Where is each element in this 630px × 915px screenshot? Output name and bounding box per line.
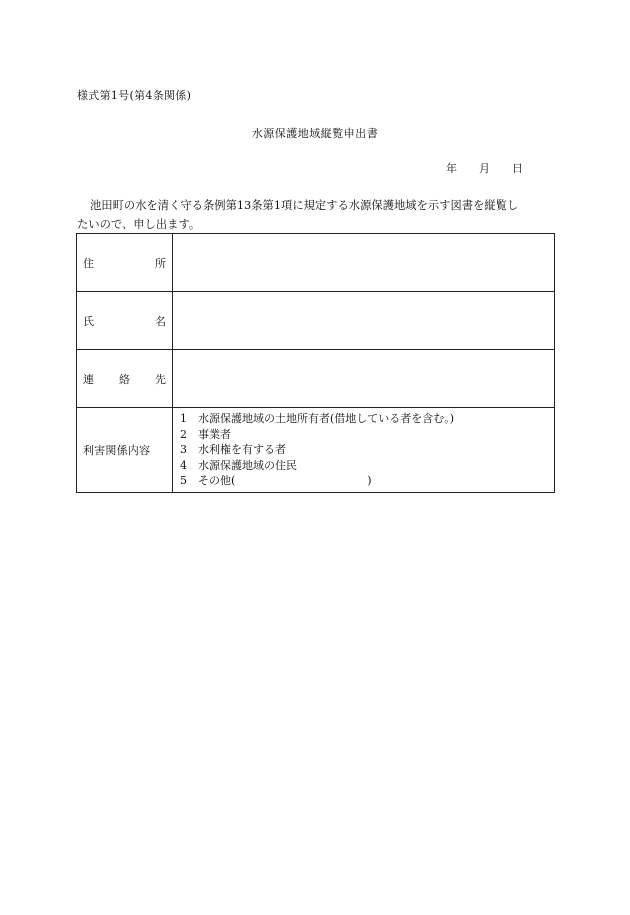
contact-label-char-3: 先 (155, 372, 166, 386)
option-number: 5 (180, 474, 187, 488)
address-row (77, 234, 555, 292)
request-statement (77, 196, 557, 234)
option-number: 2 (180, 427, 187, 441)
option-text: 水利権を有する者 (198, 443, 286, 457)
option-text: その他( ) (198, 474, 372, 488)
address-field[interactable] (173, 234, 555, 292)
name-field[interactable] (173, 292, 555, 350)
contact-field[interactable] (173, 350, 555, 408)
address-label-char-1: 住 (83, 256, 94, 270)
contact-row (77, 350, 555, 408)
name-label-char-2: 名 (155, 314, 166, 328)
name-label-char-1: 氏 (83, 314, 94, 328)
interest-option[interactable] (180, 427, 553, 443)
month-label: 月 (479, 162, 490, 175)
statement-line-2: たいので、申し出ます。 (77, 218, 201, 231)
document-title: 水源保護地域縦覧申出書 (251, 127, 379, 140)
form-number: 様式第1号(第4条関係) (77, 89, 192, 102)
interest-option[interactable] (180, 458, 553, 474)
option-text: 水源保護地域の住民 (198, 458, 297, 472)
address-label-char-2: 所 (155, 256, 166, 270)
option-number: 1 (180, 412, 187, 426)
interest-option[interactable] (180, 442, 553, 458)
interest-options-cell (173, 408, 555, 493)
contact-label (77, 350, 173, 408)
interest-option[interactable] (180, 411, 553, 427)
address-label (77, 234, 173, 292)
year-label: 年 (446, 162, 457, 175)
day-label: 日 (512, 162, 523, 175)
application-form-table (76, 233, 555, 493)
interest-options-list (174, 409, 553, 491)
name-label (77, 292, 173, 350)
option-text: 事業者 (198, 427, 231, 441)
name-row (77, 292, 555, 350)
date-line (446, 160, 523, 176)
contact-label-char-1: 連 (83, 372, 94, 386)
interest-row (77, 408, 555, 493)
interest-label-text: 利害関係内容 (83, 444, 151, 457)
option-number: 3 (180, 443, 187, 457)
statement-line-1: 池田町の水を清く守る条例第13条第1項に規定する水源保護地域を示す図書を縦覧し (90, 199, 519, 212)
contact-label-char-2: 絡 (119, 372, 130, 386)
option-number: 4 (180, 458, 187, 472)
interest-label (77, 408, 173, 493)
interest-option[interactable] (180, 473, 553, 489)
option-text: 水源保護地域の土地所有者(借地している者を含む。) (198, 412, 455, 426)
